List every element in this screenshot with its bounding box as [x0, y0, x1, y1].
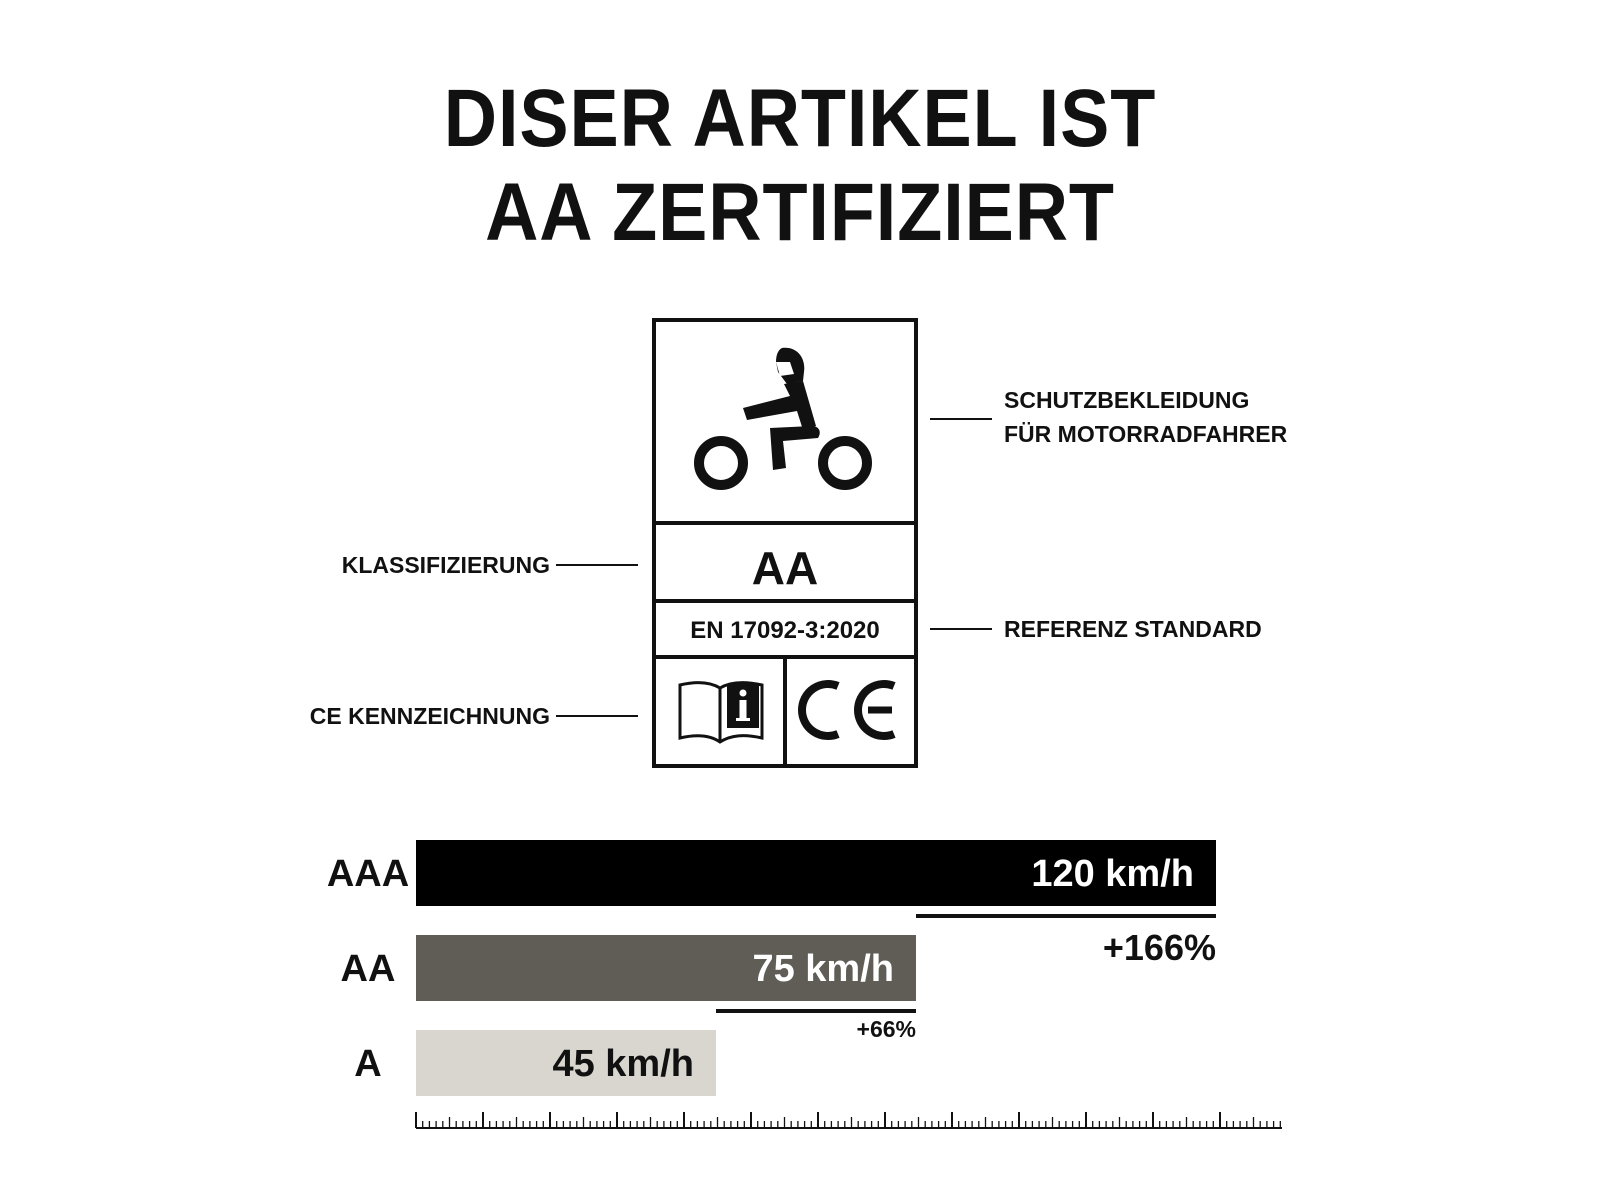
- protective-clothing-label-line-2: FÜR MOTORRADFAHRER: [1004, 421, 1288, 447]
- standard-code: EN 17092-3:2020: [690, 617, 880, 644]
- certification-card: [654, 320, 916, 766]
- value-label-aaa: 120 km/h: [1031, 853, 1194, 895]
- comparison-line-aaa: [916, 914, 1216, 918]
- category-label-a: A: [354, 1043, 382, 1085]
- value-label-a: 45 km/h: [552, 1043, 694, 1085]
- scale-ruler: [416, 1112, 1282, 1128]
- value-label-aa: 75 km/h: [752, 948, 894, 990]
- title-line-2: AA ZERTIFIZIERT: [485, 167, 1115, 258]
- title-line-1: DISER ARTIKEL IST: [443, 73, 1157, 164]
- class-code: AA: [751, 542, 819, 594]
- comparison-label-aa: +66%: [856, 1016, 916, 1042]
- category-label-aa: AA: [340, 948, 396, 990]
- speed-bar-chart: [327, 840, 1216, 1096]
- reference-standard-label: REFERENZ STANDARD: [1004, 616, 1262, 642]
- comparison-label-aaa: +166%: [1102, 927, 1216, 968]
- classification-label: KLASSIFIZIERUNG: [341, 552, 550, 578]
- category-label-aaa: AAA: [326, 853, 410, 895]
- comparison-line-aa: [716, 1009, 916, 1013]
- ce-marking-label: CE KENNZEICHNUNG: [309, 703, 550, 729]
- protective-clothing-label-line-1: SCHUTZBEKLEIDUNG: [1004, 387, 1250, 413]
